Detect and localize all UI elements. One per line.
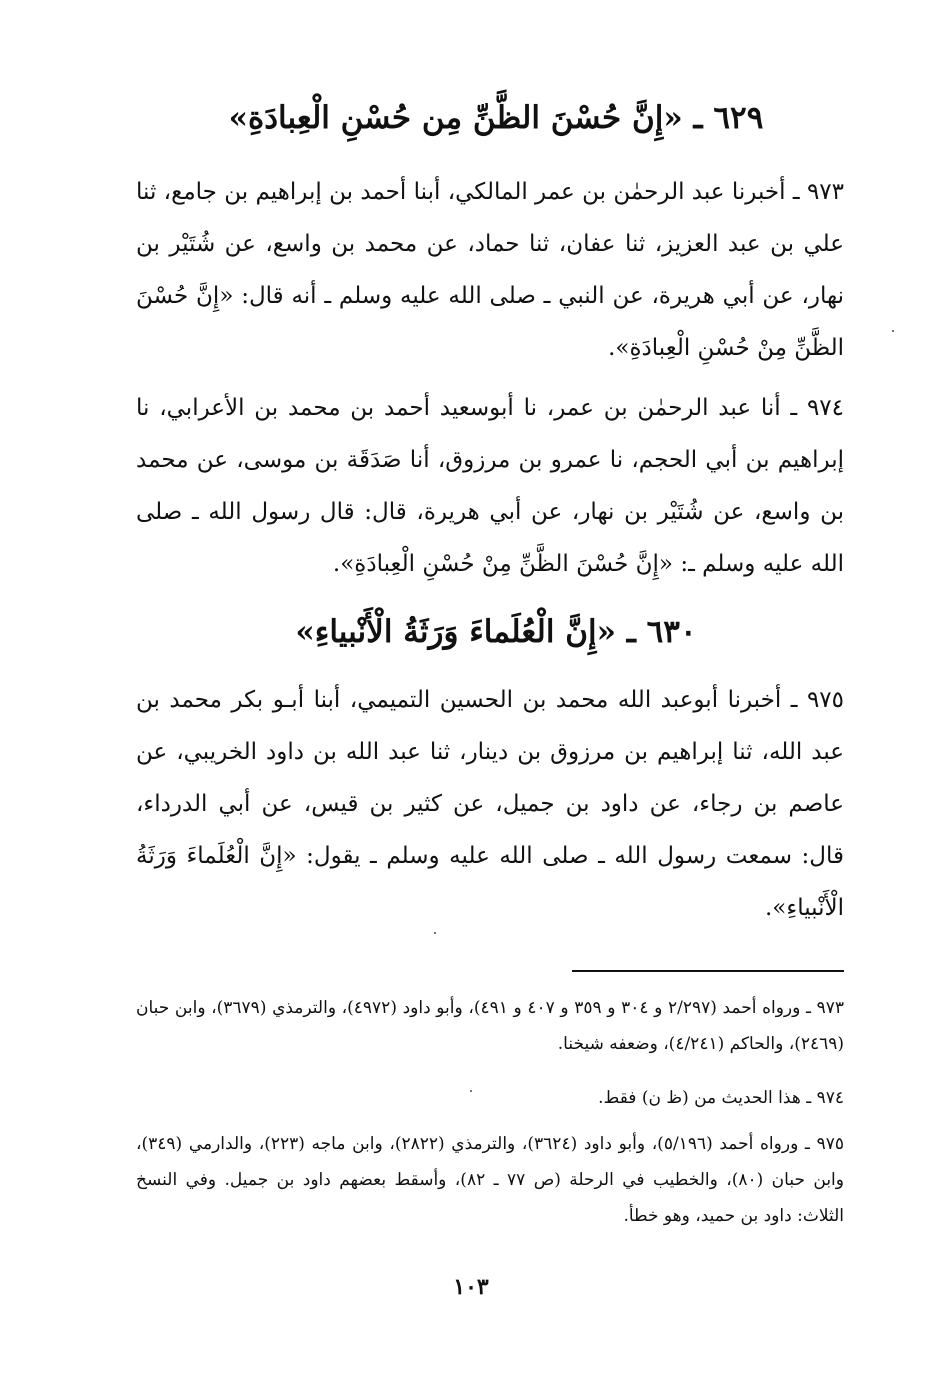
page-number: ١٠٣ (453, 1274, 489, 1300)
hadith-974: ٩٧٤ ـ أنا عبد الرحمٰن بن عمر، نا أبوسعيد أحمد بن محمد بن الأعرابي، نا إبراهيم بن أبي الحجم، نا عمرو بن مرزوق، أنا صَدَقَة بن موسى، عن محمد بن واسع، عن شُتَيْر بن نهار، عن أبي هريرة، قال: قال رسول الله ـ صلى الله عليه وسلم ـ: «إِنَّ حُسْنَ الظَّنِّ مِنْ حُسْنِ الْعِبادَةِ». (136, 395, 844, 577)
footnote-973: ٩٧٣ ـ ورواه أحمد (٢/٢٩٧ و ٣٠٤ و ٣٥٩ و ٤٠٧ و ٤٩١)، وأبو داود (٤٩٧٢)، والترمذي (٣٦٧٩)، وابن حبان (٢٤٦٩)، والحاكم (٤/٢٤١)، وضعفه شيخنا. (136, 998, 844, 1054)
scan-speck (470, 1090, 472, 1092)
hadith-973: ٩٧٣ ـ أخبرنا عبد الرحمٰن بن عمر المالكي، أبنا أحمد بن إبراهيم بن جامع، ثنا علي بن عبد العزيز، ثنا عفان، ثنا حماد، عن محمد بن واسع، عن شُتَيْر بن نهار، عن أبي هريرة، عن النبي ـ صلى الله عليه وسلم ـ أنه قال: «إِنَّ حُسْنَ الظَّنِّ مِنْ حُسْنِ الْعِبادَةِ». (136, 179, 844, 361)
footnote-975: ٩٧٥ ـ ورواه أحمد (٥/١٩٦)، وأبو داود (٣٦٢٤)، والترمذي (٢٨٢٢)، وابن ماجه (٢٢٣)، والدارمي (٣٤٩)، وابن حبان (٨٠)، والخطيب في الرحلة (ص ٧٧ ـ ٨٢)، وأسقط بعضهم داود بن جميل. وفي النسخ الثلاث: داود بن حميد، وهو خطأ. (136, 1134, 844, 1226)
footnote-974: ٩٧٤ ـ هذا الحديث من (ظ ن) فقط. (598, 1088, 844, 1108)
chapter-heading-629: ٦٢٩ ـ «إِنَّ حُسْنَ الظَّنِّ مِن حُسْنِ الْعِبادَةِ» (228, 100, 764, 136)
hadith-975: ٩٧٥ ـ أخبرنا أبوعبد الله محمد بن الحسين التميمي، أبنا أبـو بكر محمد بن عبد الله، ثنا إبراهيم بن مرزوق بن دينار، ثنا عبد الله بن داود الخريبي، عن عاصم بن رجاء، عن داود بن جميل، عن كثير بن قيس، عن أبي الدرداء، قال: سمعت رسول الله ـ صلى الله عليه وسلم ـ يقول: «إِنَّ الْعُلَماءَ وَرَثَةُ الْأَنْبياءِ». (136, 687, 844, 921)
scan-speck (892, 330, 894, 332)
chapter-heading-630: ٦٣٠ ـ «إِنَّ الْعُلَماءَ وَرَثَةُ الْأَنْبياءِ» (295, 614, 697, 650)
scan-speck (434, 932, 436, 934)
footnote-separator (572, 970, 844, 972)
